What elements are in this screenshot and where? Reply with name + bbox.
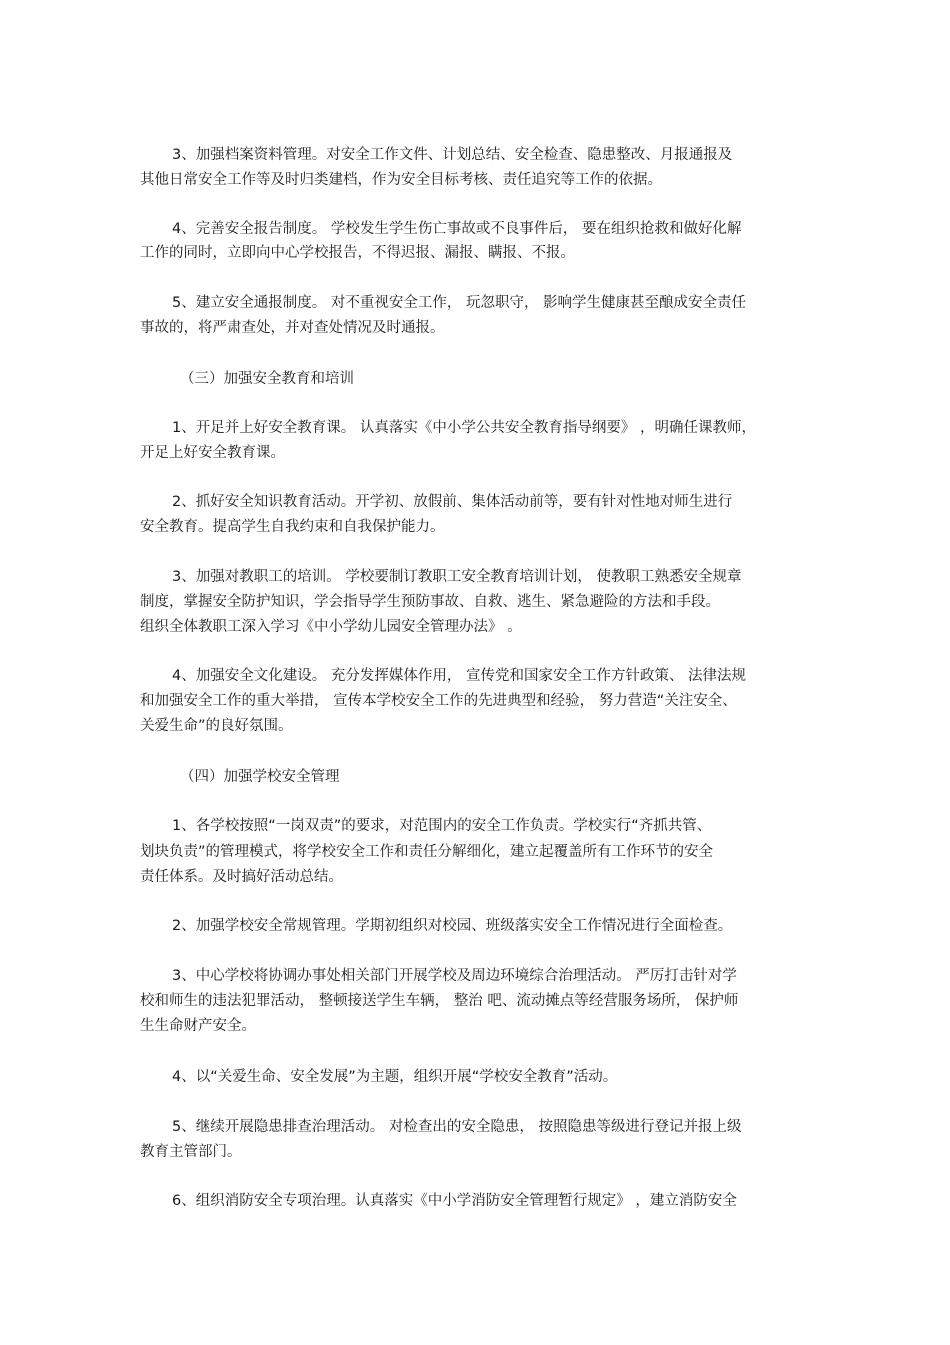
- paragraph-12-line-1: 3、中心学校将协调办事处相关部门开展学校及周边环境综合治理活动。 严厉打击针对学: [172, 968, 737, 984]
- paragraph-12-line-3: 生生命财产安全。: [140, 1018, 256, 1034]
- paragraph-14-line-1: 5、继续开展隐患排查治理活动。 对检查出的安全隐患， 按照隐患等级进行登记并报上级: [172, 1119, 742, 1135]
- paragraph-7-line-3: 组织全体教职工深入学习《中小学幼儿园安全管理办法》 。: [140, 619, 522, 635]
- paragraph-8-line-2: 和加强安全工作的重大举措， 宣传本学校安全工作的先进典型和经验， 努力营造“关注安全、: [140, 693, 737, 709]
- paragraph-10-line-2: 划块负责”的管理模式，将学校安全工作和责任分解细化，建立起覆盖所有工作环节的安全: [140, 844, 714, 860]
- paragraph-15-line-1: 6、组织消防安全专项治理。认真落实《中小学消防安全管理暂行规定》 ，建立消防安全: [172, 1193, 737, 1209]
- paragraph-12-line-2: 校和师生的违法犯罪活动， 整顿接送学生车辆， 整治 吧、流动摊点等经营服务场所， 保护师: [140, 993, 739, 1009]
- section-heading-4: （四）加强学校安全管理: [180, 769, 340, 785]
- paragraph-7-line-2: 制度，掌握安全防护知识，学会指导学生预防事故、自救、逃生、紧急避险的方法和手段。: [140, 594, 720, 610]
- paragraph-1-line-1: 3、加强档案资料管理。对安全工作文件、计划总结、安全检查、隐患整改、月报通报及: [172, 147, 733, 163]
- paragraph-7-line-1: 3、加强对教职工的培训。 学校要制订教职工安全教育培训计划， 使教职工熟悉安全规章: [172, 569, 742, 585]
- paragraph-5-line-2: 开足上好安全教育课。: [140, 445, 285, 461]
- paragraph-6-line-1: 2、抓好安全知识教育活动。开学初、放假前、集体活动前等，要有针对性地对师生进行: [172, 494, 733, 510]
- paragraph-8-line-1: 4、加强安全文化建设。 充分发挥媒体作用， 宣传党和国家安全工作方针政策、 法律法规: [172, 668, 747, 684]
- paragraph-11-line-1: 2、加强学校安全常规管理。学期初组织对校园、班级落实安全工作情况进行全面检查。: [172, 918, 733, 934]
- paragraph-3-line-1: 5、建立安全通报制度。 对不重视安全工作， 玩忽职守， 影响学生健康甚至酿成安全责任: [172, 295, 747, 311]
- paragraph-6-line-2: 安全教育。提高学生自我约束和自我保护能力。: [140, 519, 445, 535]
- paragraph-5-line-1: 1、开足并上好安全教育课。 认真落实《中小学公共安全教育指导纲要》 ，明确任课教师，: [172, 420, 756, 436]
- paragraph-8-line-3: 关爱生命”的良好氛围。: [140, 718, 293, 734]
- paragraph-13-line-1: 4、以“关爱生命、安全发展”为主题，组织开展“学校安全教育”活动。: [172, 1069, 618, 1085]
- paragraph-10-line-3: 责任体系。及时搞好活动总结。: [140, 869, 343, 885]
- paragraph-14-line-2: 教育主管部门。: [140, 1144, 242, 1160]
- paragraph-2-line-1: 4、完善安全报告制度。 学校发生学生伤亡事故或不良事件后， 要在组织抢救和做好化解: [172, 221, 742, 237]
- section-heading-3: （三）加强安全教育和培训: [180, 371, 354, 387]
- paragraph-10-line-1: 1、各学校按照“一岗双责”的要求，对范围内的安全工作负责。学校实行“齐抓共管、: [172, 818, 712, 834]
- paragraph-3-line-2: 事故的，将严肃查处，并对查处情况及时通报。: [140, 320, 445, 336]
- paragraph-2-line-2: 工作的同时，立即向中心学校报告，不得迟报、漏报、瞒报、不报。: [140, 245, 575, 261]
- paragraph-1-line-2: 其他日常安全工作等及时归类建档，作为安全目标考核、责任追究等工作的依据。: [140, 172, 662, 188]
